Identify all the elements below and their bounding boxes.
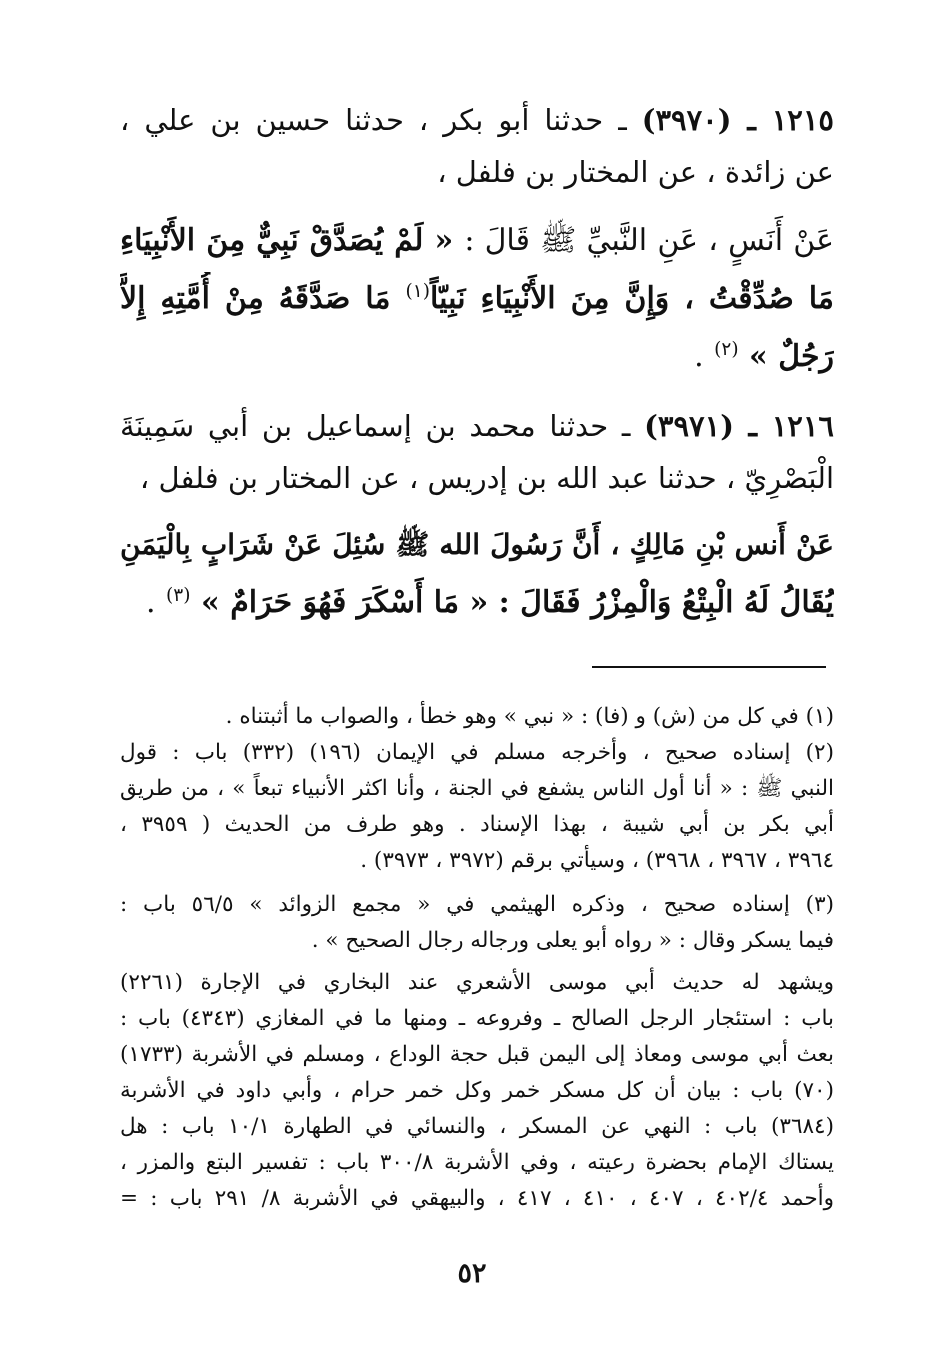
prophetic-quote: « لَمْ يُصَدَّقْ نَبِيٌّ مِنَ الأَنْبِيَاءِ: [120, 223, 454, 258]
footnote-2-line-3: أبي بكر بن أبي شيبة ، بهذا الإسناد . وهو طرف من الحديث ( ٣٩٥٩ ،: [120, 812, 834, 837]
prophetic-quote: مَا صُدِّقْتُ ، وَإِنَّ مِنَ الأَنْبِيَاءِ نَبِيّاً: [429, 281, 834, 316]
hadith-1216-chain-line-1: [120, 402, 834, 450]
footnote-2-line-4: ٣٩٦٤ ، ٣٩٦٧ ، ٣٩٦٨) ، وسيأتي برقم (٣٩٧٢ ، ٣٩٧٣) .: [360, 848, 834, 873]
footnote-3-cont-line-5: (٣٦٨٤) باب : النهي عن المسكر ، والنسائي في الطهارة ١٠/١ باب : هل: [120, 1114, 834, 1139]
chain-text: ـ حدثنا أبو بكر ، حدثنا حسين بن علي ،: [120, 103, 627, 137]
footnote-2-line-2: النبي ﷺ : « أنا أول الناس يشفع في الجنة ، وأنا اكثر الأنبياء تبعاً » ، من طريق: [120, 776, 834, 801]
footnote-3-line-2: فيما يسكر وقال : « رواه أبو يعلى ورجاله رجال الصحيح » .: [311, 928, 834, 953]
hadith-1216-chain-line-2: الْبَصْرِيّ ، حدثنا عبد الله بن إدريس ، عن المختار بن فلفل ،: [139, 461, 834, 495]
footnote-3-cont-line-1: ويشهد له حديث أبي موسى الأشعري عند البخاري في الإجارة (٢٢٦١): [120, 970, 834, 995]
footnote-3-cont-line-6: يستاك الإمام بحضرة رعيته ، وفي الأشربة ٣٠٠/٨ باب : تفسير البتع والمزر ،: [120, 1150, 834, 1175]
prophetic-quote: مَا صَدَّقَهُ مِنْ أُمَّتِهِ إِلاَّ: [120, 281, 391, 316]
footnote-marker: (٢): [714, 339, 739, 360]
hadith-1215-text-line-1: [120, 214, 834, 268]
footnote-3-cont-line-4: (٧٠) باب : بيان أن كل مسكر خمر وكل خمر حرام ، وأبي داود في الأشربة: [120, 1078, 834, 1103]
hadith-number: ١٢١٦ ـ (٣٩٧١): [644, 409, 834, 443]
hadith-number: ١٢١٥ ـ (٣٩٧٠): [641, 103, 834, 137]
footnote-marker: (١): [405, 281, 430, 302]
footnote-1: (١) في كل من (ش) و (فا) : « نبي » وهو خطأ ، والصواب ما أثبتناه .: [225, 704, 834, 729]
footnote-3-cont-line-7: وأحمد ٤٠٢/٤ ، ٤٠٧ ، ٤١٠ ، ٤١٧ ، والبيهقي في الأشربة ٨/ ٢٩١ باب : =: [120, 1186, 834, 1211]
prophetic-quote: يُقَالُ لَهُ الْبِتْعُ وَالْمِزْرُ فَقَالَ : « مَا أَسْكَرَ فَهُوَ حَرَامٌ »: [201, 585, 834, 620]
chain-text: ـ حدثنا محمد بن إسماعيل بن أبي سَمِينَةَ: [120, 409, 631, 443]
footnote-3-cont-line-2: باب : استئجار الرجل الصالح ـ وفروعه ـ ومنها ما في المغازي (٤٣٤٣) باب :: [120, 1006, 834, 1031]
end-mark: .: [694, 339, 704, 374]
footnote-3-cont-line-3: بعث أبي موسى ومعاذ إلى اليمن قبل حجة الوداع ، ومسلم في الأشربة (١٧٣٣): [120, 1042, 834, 1067]
narration-intro: عَنْ أَنَسٍ ، عَنِ النَّبيِّ ﷺ قَالَ :: [464, 223, 834, 258]
hadith-1215-chain-line-2: عن زائدة ، عن المختار بن فلفل ،: [437, 155, 834, 189]
end-mark: .: [146, 585, 156, 620]
hadith-1215-text-line-3: [120, 330, 834, 384]
hadith-1215-text-line-2: [120, 272, 834, 326]
prophetic-quote: رَجُلٌ »: [749, 339, 834, 374]
hadith-1215-chain-line-1: [120, 96, 834, 144]
footnote-separator: [592, 666, 826, 668]
footnote-2-line-1: (٢) إسناده صحيح ، وأخرجه مسلم في الإيمان (١٩٦) (٣٣٢) باب : قول: [120, 740, 834, 765]
footnote-marker: (٣): [166, 585, 191, 606]
footnote-3-line-1: (٣) إسناده صحيح ، وذكره الهيثمي في « مجمع الزوائد » ٥٦/٥ باب :: [120, 892, 834, 917]
hadith-1216-text-line-2: [120, 576, 834, 630]
page-number: ٥٢: [457, 1258, 487, 1289]
hadith-1216-text-line-1: عَنْ أَنس بْنِ مَالِكٍ ، أَنَّ رَسُولَ الله ﷺ سُئِلَ عَنْ شَرَابٍ بِالْيَمَنِ: [120, 528, 834, 561]
